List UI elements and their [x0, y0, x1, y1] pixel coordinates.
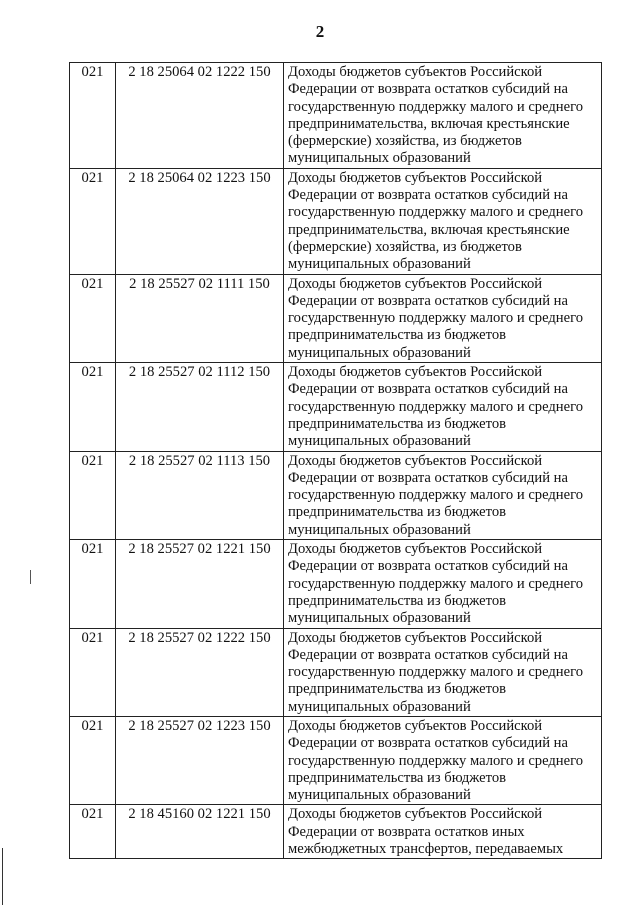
kbk-code-cell: 2 18 25527 02 1112 150: [116, 363, 284, 451]
admin-code-cell: 021: [70, 63, 116, 169]
table-row: [70, 540, 602, 628]
admin-code-cell: 021: [70, 628, 116, 716]
revenue-name-cell: Доходы бюджетов субъектов Российской Федерации от возврата остатков субсидий на государственную поддержку малого и среднего предпринимательства из бюджетов муниципальных образований: [284, 540, 602, 628]
admin-code-cell: 021: [70, 540, 116, 628]
revenue-name-cell: Доходы бюджетов субъектов Российской Федерации от возврата остатков иных межбюджетных трансфертов, передаваемых: [284, 805, 602, 859]
kbk-code-cell: 2 18 25064 02 1222 150: [116, 63, 284, 169]
revenue-name-cell: Доходы бюджетов субъектов Российской Федерации от возврата остатков субсидий на государственную поддержку малого и среднего предпринимательства из бюджетов муниципальных образований: [284, 363, 602, 451]
table-row: [70, 628, 602, 716]
admin-code-cell: 021: [70, 451, 116, 539]
kbk-code-cell: 2 18 25527 02 1111 150: [116, 274, 284, 362]
kbk-code-cell: 2 18 25527 02 1222 150: [116, 628, 284, 716]
admin-code-cell: 021: [70, 274, 116, 362]
scan-edge-line: [2, 848, 3, 905]
table-row: [70, 63, 602, 169]
page-number: 2: [315, 22, 325, 41]
table-row: [70, 716, 602, 804]
table-row: [70, 274, 602, 362]
admin-code-cell: 021: [70, 363, 116, 451]
kbk-code-cell: 2 18 45160 02 1221 150: [116, 805, 284, 859]
revenue-codes-table: [69, 62, 602, 859]
table-row: [70, 451, 602, 539]
admin-code-cell: 021: [70, 716, 116, 804]
revenue-name-cell: Доходы бюджетов субъектов Российской Федерации от возврата остатков субсидий на государственную поддержку малого и среднего предпринимательства из бюджетов муниципальных образований: [284, 274, 602, 362]
table-row: [70, 363, 602, 451]
admin-code-cell: 021: [70, 168, 116, 274]
revenue-name-cell: Доходы бюджетов субъектов Российской Федерации от возврата остатков субсидий на государственную поддержку малого и среднего предпринимательства, включая крестьянские (фермерские) хозяйства, из бюджетов муниципальных образований: [284, 168, 602, 274]
revenue-name-cell: Доходы бюджетов субъектов Российской Федерации от возврата остатков субсидий на государственную поддержку малого и среднего предпринимательства, включая крестьянские (фермерские) хозяйства, из бюджетов муниципальных образований: [284, 63, 602, 169]
kbk-code-cell: 2 18 25527 02 1221 150: [116, 540, 284, 628]
revenue-name-cell: Доходы бюджетов субъектов Российской Федерации от возврата остатков субсидий на государственную поддержку малого и среднего предпринимательства из бюджетов муниципальных образований: [284, 716, 602, 804]
table-row: [70, 805, 602, 859]
revenue-name-cell: Доходы бюджетов субъектов Российской Федерации от возврата остатков субсидий на государственную поддержку малого и среднего предпринимательства из бюджетов муниципальных образований: [284, 451, 602, 539]
table-row: [70, 168, 602, 274]
kbk-code-cell: 2 18 25064 02 1223 150: [116, 168, 284, 274]
admin-code-cell: 021: [70, 805, 116, 859]
margin-mark: [30, 570, 31, 584]
revenue-name-cell: Доходы бюджетов субъектов Российской Федерации от возврата остатков субсидий на государственную поддержку малого и среднего предпринимательства из бюджетов муниципальных образований: [284, 628, 602, 716]
kbk-code-cell: 2 18 25527 02 1113 150: [116, 451, 284, 539]
kbk-code-cell: 2 18 25527 02 1223 150: [116, 716, 284, 804]
